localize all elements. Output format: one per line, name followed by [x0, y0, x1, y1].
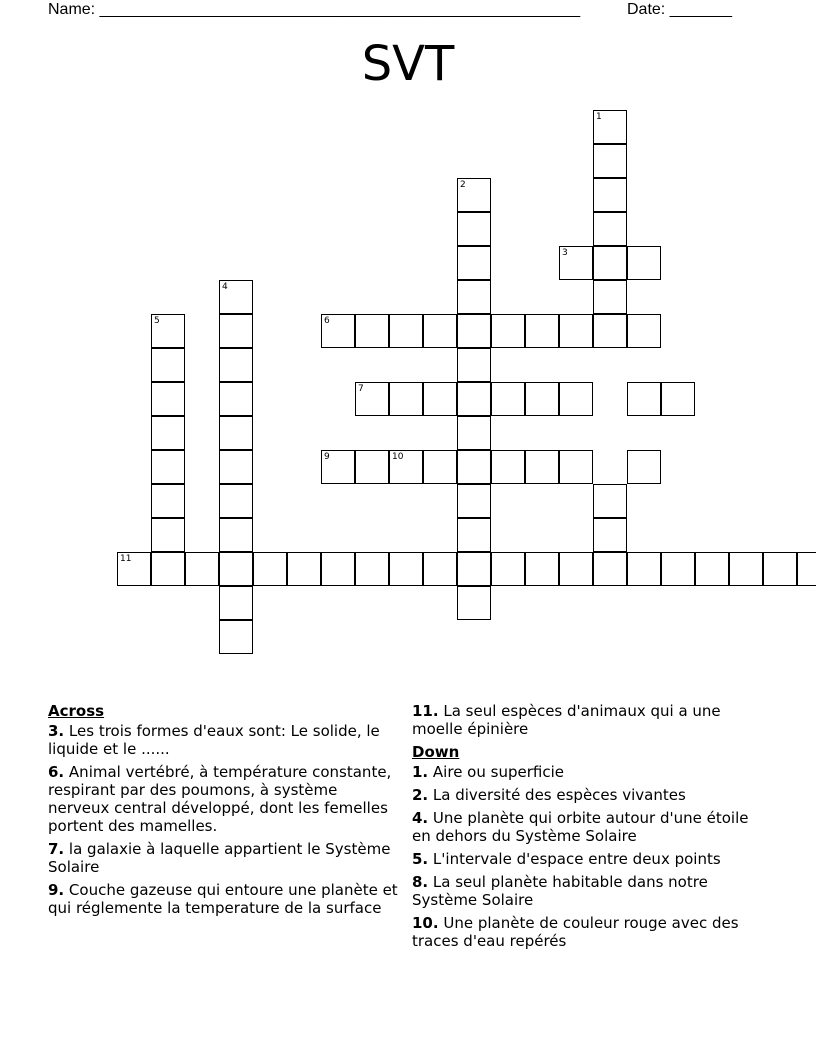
crossword-cell[interactable] [457, 416, 491, 450]
clue-number: 5. [412, 850, 429, 868]
crossword-cell[interactable] [593, 178, 627, 212]
crossword-cell[interactable] [763, 552, 797, 586]
crossword-cell[interactable] [151, 518, 185, 552]
crossword-cell[interactable] [457, 484, 491, 518]
crossword-cell[interactable] [219, 280, 253, 314]
clue-across-11 [412, 702, 762, 738]
crossword-cell[interactable] [151, 450, 185, 484]
clue-down-5 [412, 850, 762, 868]
crossword-cell[interactable] [729, 552, 763, 586]
crossword-cell[interactable] [355, 450, 389, 484]
crossword-cell[interactable] [593, 484, 627, 518]
clue-number: 1. [412, 763, 429, 781]
clue-text: Animal vertébré, à température constante, respirant par des poumons, à système nerveux central développé, dont les femelles portent des mamelles. [48, 763, 392, 835]
crossword-cell[interactable] [287, 552, 321, 586]
crossword-cell[interactable] [219, 518, 253, 552]
clue-number-label: 2 [460, 180, 466, 190]
crossword-cell[interactable] [491, 314, 525, 348]
clue-number-label: 10 [392, 452, 404, 462]
clue-across-7 [48, 840, 398, 876]
crossword-cell[interactable] [321, 552, 355, 586]
crossword-cell[interactable] [151, 382, 185, 416]
crossword-cell[interactable] [151, 416, 185, 450]
crossword-cell[interactable] [559, 314, 593, 348]
clue-number: 3. [48, 722, 65, 740]
crossword-cell[interactable] [151, 484, 185, 518]
crossword-cell[interactable] [525, 382, 559, 416]
crossword-cell[interactable] [321, 450, 355, 484]
crossword-cell[interactable] [423, 450, 457, 484]
crossword-cell[interactable] [627, 246, 661, 280]
crossword-cell[interactable] [593, 280, 627, 314]
down-heading: Down [412, 743, 460, 761]
crossword-cell[interactable] [457, 246, 491, 280]
clue-down-10 [412, 914, 762, 950]
crossword-cell[interactable] [423, 314, 457, 348]
crossword-cell[interactable] [355, 552, 389, 586]
clue-number: 2. [412, 786, 429, 804]
crossword-cell[interactable] [593, 144, 627, 178]
clue-text: Les trois formes d'eaux sont: Le solide, le liquide et le ...... [48, 722, 380, 758]
crossword-cell[interactable] [525, 450, 559, 484]
clue-number: 11. [412, 702, 439, 720]
clue-text: La seul espèces d'animaux qui a une moelle épinière [412, 702, 721, 738]
crossword-cell[interactable] [219, 586, 253, 620]
clue-text: La diversité des espèces vivantes [432, 786, 686, 804]
clues-right-column [412, 702, 762, 955]
crossword-cell[interactable] [797, 552, 816, 586]
crossword-cell[interactable] [219, 450, 253, 484]
crossword-cell[interactable] [219, 382, 253, 416]
clue-down-1 [412, 763, 762, 781]
crossword-cell[interactable] [491, 382, 525, 416]
crossword-cell[interactable] [457, 178, 491, 212]
crossword-cell[interactable] [559, 246, 593, 280]
clue-number: 9. [48, 881, 65, 899]
crossword-cell[interactable] [661, 382, 695, 416]
clues-left-column [48, 702, 398, 922]
clue-number: 7. [48, 840, 65, 858]
clue-text: Une planète de couleur rouge avec des traces d'eau repérés [412, 914, 739, 950]
crossword-cell[interactable] [695, 552, 729, 586]
crossword-cell[interactable] [661, 552, 695, 586]
crossword-cell[interactable] [151, 314, 185, 348]
clue-text: la galaxie à laquelle appartient le Système Solaire [48, 840, 391, 876]
clue-number-label: 3 [562, 248, 568, 258]
clue-down-4 [412, 809, 762, 845]
clue-across-6 [48, 763, 398, 835]
crossword-cell[interactable] [457, 314, 491, 348]
crossword-cell[interactable] [219, 416, 253, 450]
crossword-cell[interactable] [559, 450, 593, 484]
crossword-cell[interactable] [559, 382, 593, 416]
clue-number-label: 1 [596, 112, 602, 122]
crossword-cell[interactable] [151, 348, 185, 382]
crossword-cell[interactable] [491, 552, 525, 586]
clue-number-label: 6 [324, 316, 330, 326]
clue-number-label: 4 [222, 282, 228, 292]
crossword-cell[interactable] [457, 450, 491, 484]
crossword-cell[interactable] [559, 552, 593, 586]
crossword-cell[interactable] [423, 382, 457, 416]
crossword-cell[interactable] [593, 110, 627, 144]
crossword-cell[interactable] [525, 552, 559, 586]
clue-down-8 [412, 873, 762, 909]
crossword-cell[interactable] [627, 552, 661, 586]
crossword-cell[interactable] [151, 552, 185, 586]
crossword-cell[interactable] [389, 552, 423, 586]
clue-across-9 [48, 881, 398, 917]
clue-across-3 [48, 722, 398, 758]
crossword-cell[interactable] [491, 450, 525, 484]
clue-number: 8. [412, 873, 429, 891]
crossword-cell[interactable] [457, 586, 491, 620]
date-field-label: Date: _______ [627, 1, 732, 18]
crossword-cell[interactable] [627, 382, 661, 416]
crossword-cell[interactable] [457, 348, 491, 382]
crossword-cell[interactable] [457, 212, 491, 246]
crossword-cell[interactable] [627, 450, 661, 484]
crossword-cell[interactable] [355, 314, 389, 348]
clue-number: 10. [412, 914, 439, 932]
crossword-cell[interactable] [389, 382, 423, 416]
crossword-cell[interactable] [219, 620, 253, 654]
crossword-cell[interactable] [355, 382, 389, 416]
crossword-cell[interactable] [627, 314, 661, 348]
clue-number-label: 5 [154, 316, 160, 326]
crossword-cell[interactable] [457, 518, 491, 552]
crossword-cell[interactable] [253, 552, 287, 586]
clue-number-label: 7 [358, 384, 364, 394]
crossword-cell[interactable] [389, 314, 423, 348]
name-field-label: Name: ______________________________________________________ [48, 1, 581, 18]
crossword-cell[interactable] [593, 314, 627, 348]
crossword-cell[interactable] [457, 280, 491, 314]
clue-down-2 [412, 786, 762, 804]
page-title: SVT [361, 36, 455, 92]
crossword-cell[interactable] [219, 484, 253, 518]
crossword-cell[interactable] [185, 552, 219, 586]
crossword-cell[interactable] [321, 314, 355, 348]
crossword-cell[interactable] [219, 552, 253, 586]
crossword-cell[interactable] [593, 552, 627, 586]
crossword-cell[interactable] [389, 450, 423, 484]
clue-text: L'intervale d'espace entre deux points [432, 850, 721, 868]
clue-number: 4. [412, 809, 429, 827]
crossword-cell[interactable] [457, 382, 491, 416]
crossword-cell[interactable] [593, 518, 627, 552]
crossword-cell[interactable] [219, 348, 253, 382]
clue-text: Aire ou superficie [432, 763, 564, 781]
crossword-cell[interactable] [525, 314, 559, 348]
crossword-cell[interactable] [457, 552, 491, 586]
crossword-cell[interactable] [593, 212, 627, 246]
across-heading: Across [48, 702, 105, 720]
crossword-cell[interactable] [423, 552, 457, 586]
crossword-cell[interactable] [593, 246, 627, 280]
clue-number: 6. [48, 763, 65, 781]
clue-number-label: 9 [324, 452, 330, 462]
clue-text: La seul planète habitable dans notre Système Solaire [412, 873, 708, 909]
clue-text: Une planète qui orbite autour d'une étoile en dehors du Système Solaire [412, 809, 749, 845]
clue-number-label: 11 [120, 554, 132, 564]
clue-text: Couche gazeuse qui entoure une planète et qui réglemente la temperature de la surface [48, 881, 398, 917]
crossword-cell[interactable] [117, 552, 151, 586]
crossword-cell[interactable] [219, 314, 253, 348]
